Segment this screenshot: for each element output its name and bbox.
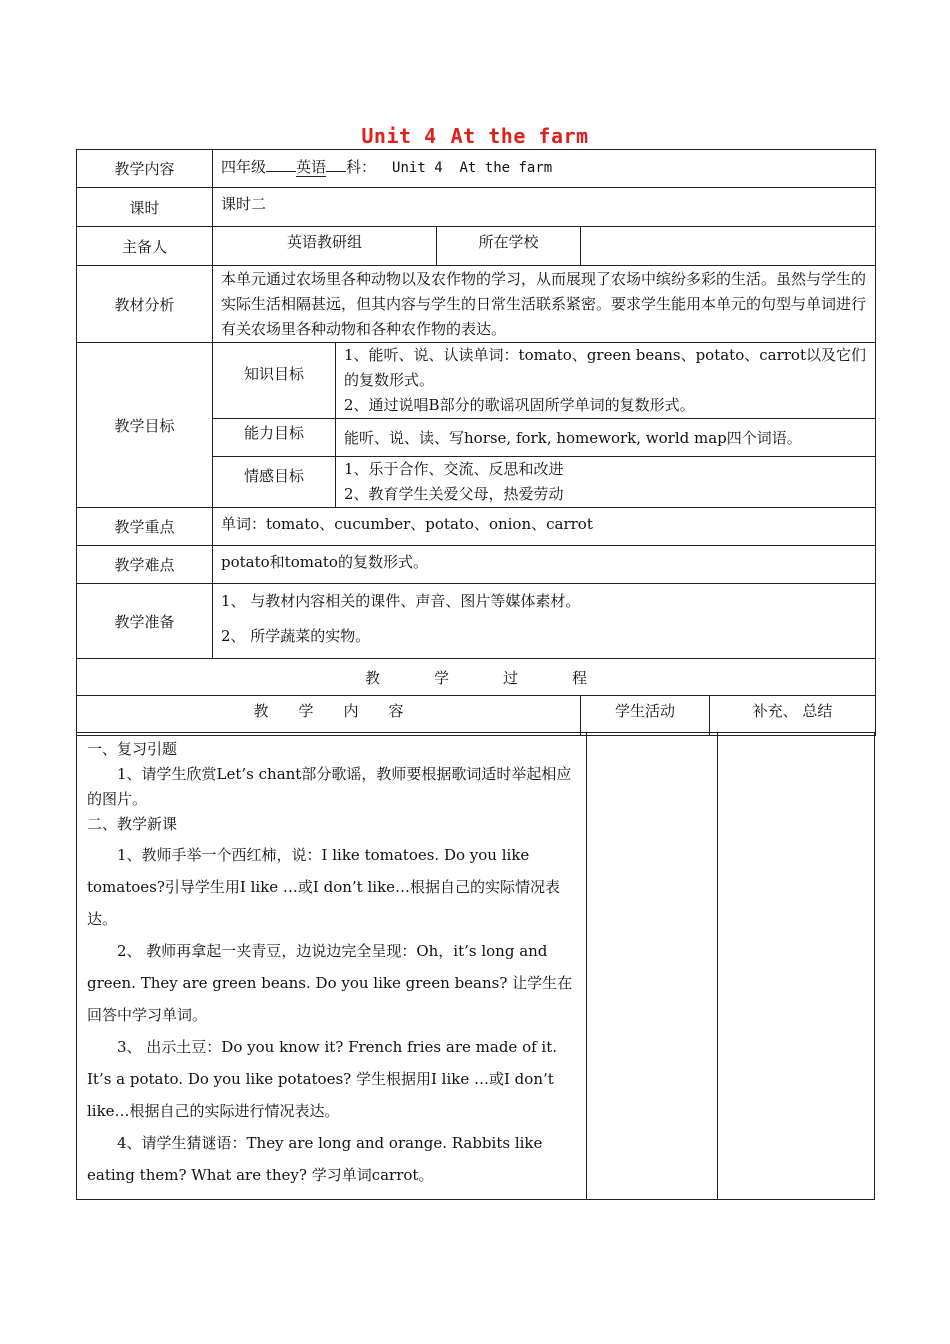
new-step-2: 2、 教师再拿起一夹青豆，边说边完全呈现：Oh，it’s long and green. They are green beans. Do you like green beans? 让学生在回答中学习单词。: [87, 942, 573, 1024]
analysis-label: 教材分析: [77, 266, 213, 343]
preparation-line-1: 1、 与教材内容相关的课件、声音、图片等媒体素材。: [221, 592, 581, 610]
preparer-value: 英语教研组: [213, 227, 437, 266]
difficulties-text: potato和tomato的复数形式。: [213, 546, 876, 584]
period-value: 课时二: [213, 188, 876, 227]
title-unit: Unit 4: [361, 124, 437, 148]
school-label: 所在学校: [437, 227, 581, 266]
process-table: [76, 732, 875, 1200]
knowledge-line-2: 2、通过说唱B部分的歌谣巩固所学单词的复数形式。: [344, 396, 695, 414]
content-label: 教学内容: [77, 150, 213, 188]
col-content-header: 教学内容: [77, 696, 581, 736]
section-review: 一、复习引题: [87, 740, 178, 758]
emotion-goals: [336, 457, 876, 508]
preparation-text: [213, 584, 876, 659]
preparer-label: 主备人: [77, 227, 213, 266]
emotion-label: 情感目标: [213, 457, 336, 508]
title-name: At the farm: [450, 124, 589, 148]
knowledge-goals: [336, 343, 876, 419]
emotion-line-1: 1、乐于合作、交流、反思和改进: [344, 460, 564, 478]
grade: 四年级: [221, 158, 267, 176]
knowledge-label: 知识目标: [213, 343, 336, 419]
analysis-text: 本单元通过农场里各种动物以及农作物的学习，从而展现了农场中缤纷多彩的生活。虽然与学生的实际生活相隔甚远，但其内容与学生的日常生活联系紧密。要求学生能用本单元的句型与单词进行有关农场里各种动物和各种农作物的表达。: [213, 266, 876, 343]
subject-suffix: 科：: [346, 158, 377, 176]
review-step-1: 1、请学生欣赏Let’s chant部分歌谣，教师要根据歌词适时举起相应的图片。: [87, 765, 572, 808]
process-content: [77, 733, 587, 1200]
period-label: 课时: [77, 188, 213, 227]
page-title: [0, 124, 950, 148]
col-activity-header: 学生活动: [581, 696, 710, 736]
preparation-label: 教学准备: [77, 584, 213, 659]
subject: 英语: [296, 158, 327, 176]
content-value: [213, 150, 876, 188]
activity-cell: [587, 733, 718, 1200]
emotion-line-2: 2、教育学生关爱父母，热爱劳动: [344, 485, 564, 503]
new-step-1: 1、教师手举一个西红柿，说：I like tomatoes. Do you like tomatoes?引导学生用I like …或I don’t like…根据自己的实际情况表达。: [87, 846, 561, 928]
knowledge-line-1: 1、能听、说、认读单词：tomato、green beans、potato、carrot以及它们的复数形式。: [344, 346, 866, 389]
preparation-line-2: 2、 所学蔬菜的实物。: [221, 627, 371, 645]
difficulties-label: 教学难点: [77, 546, 213, 584]
ability-label: 能力目标: [213, 419, 336, 457]
lesson-plan-table: [76, 149, 876, 736]
key-points-text: 单词：tomato、cucumber、potato、onion、carrot: [213, 508, 876, 546]
col-summary-header: 补充、 总结: [710, 696, 876, 736]
ability-goals: 能听、说、读、写horse, fork, homework, world map四个词语。: [336, 419, 876, 457]
unit-text: Unit 4 At the farm: [392, 160, 553, 176]
key-points-label: 教学重点: [77, 508, 213, 546]
process-title: 教学过程: [77, 659, 876, 696]
goals-label: 教学目标: [77, 343, 213, 508]
section-new-lesson: 二、教学新课: [87, 815, 178, 833]
school-value: [581, 227, 876, 266]
new-step-3: 3、 出示土豆：Do you know it? French fries are made of it. It’s a potato. Do you like potatoes? 学生根据用I like …或I don’t like…根据自己的实际进行情况表达。: [87, 1038, 558, 1120]
new-step-4: 4、请学生猜谜语：They are long and orange. Rabbits like eating them? What are they? 学习单词carrot。: [87, 1134, 543, 1184]
summary-cell: [718, 733, 875, 1200]
